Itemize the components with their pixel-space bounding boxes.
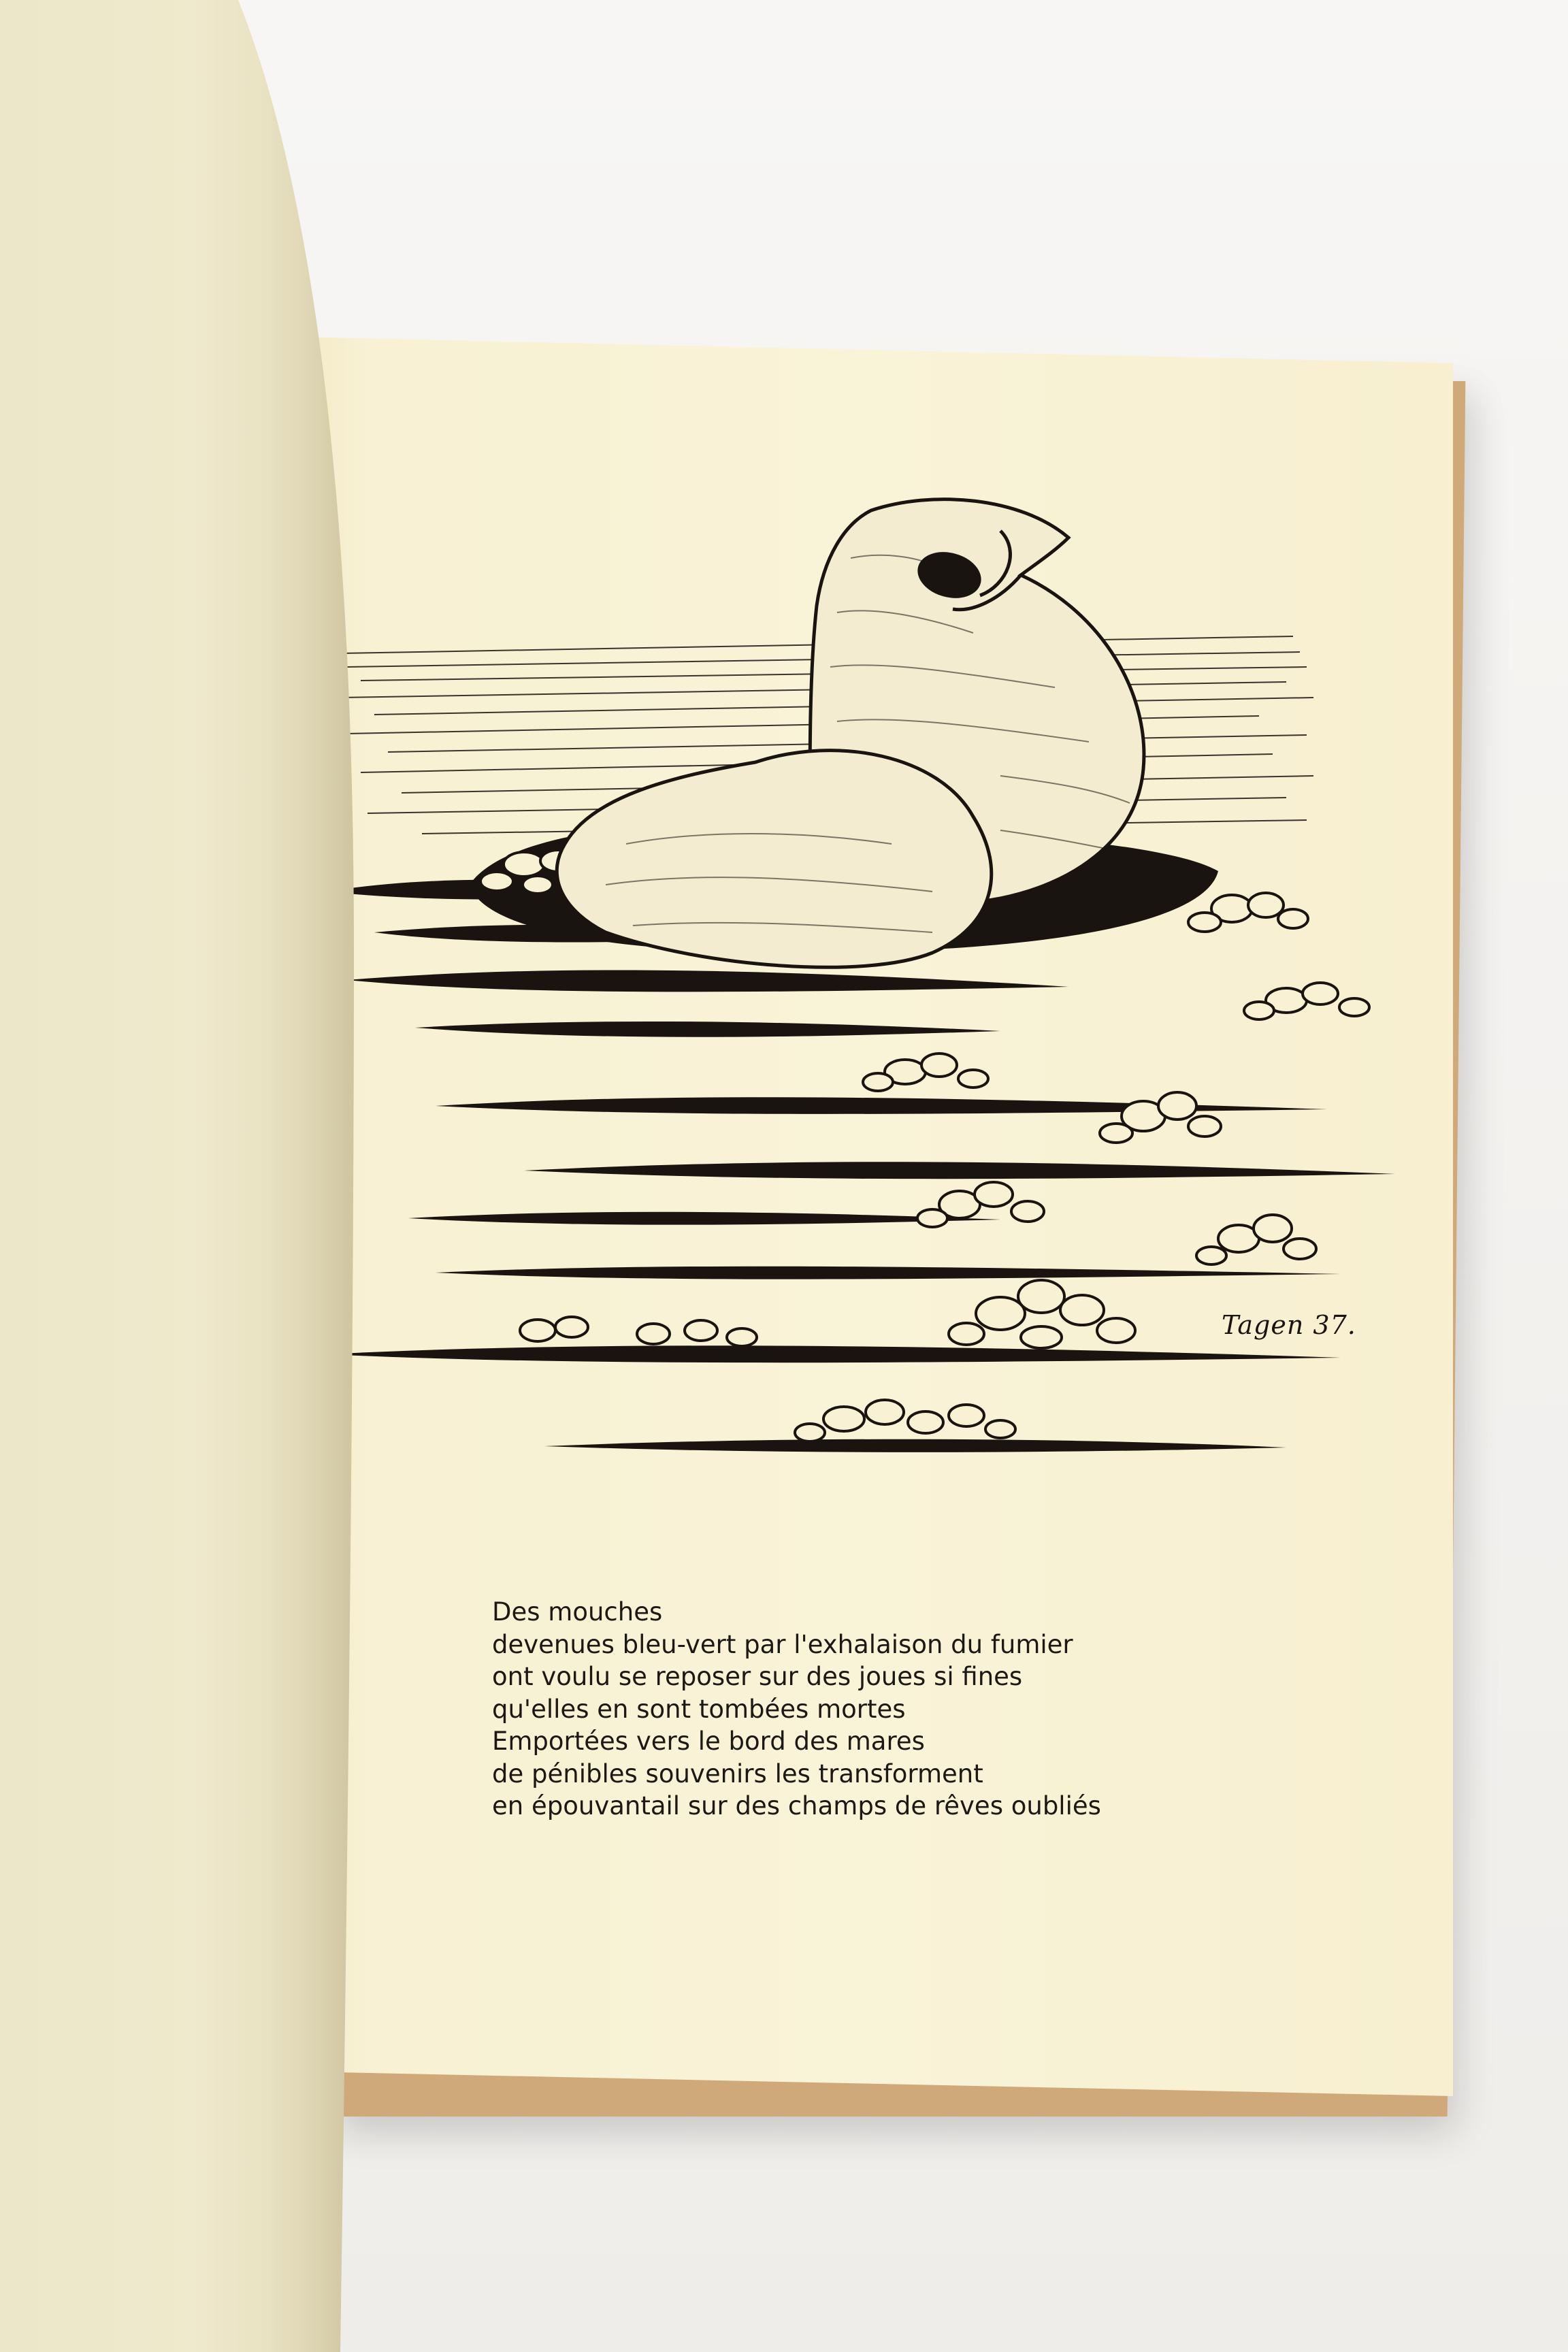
- poem-line: ont voulu se reposer sur des joues si fines: [492, 1662, 1023, 1691]
- poem-line: Des mouches: [492, 1597, 663, 1627]
- poem-line: de pénibles souvenirs les transforment: [492, 1759, 983, 1788]
- poem-line: Emportées vers le bord des mares: [492, 1727, 925, 1756]
- poem-line: qu'elles en sont tombées mortes: [492, 1694, 906, 1724]
- poem-line: en épouvantail sur des champs de rêves oubliés: [492, 1791, 1101, 1820]
- poem-text: [492, 1596, 1101, 1823]
- poem-line: devenues bleu-vert par l'exhalaison du fumier: [492, 1629, 1073, 1659]
- artist-signature: Tagen 37.: [1222, 1310, 1356, 1340]
